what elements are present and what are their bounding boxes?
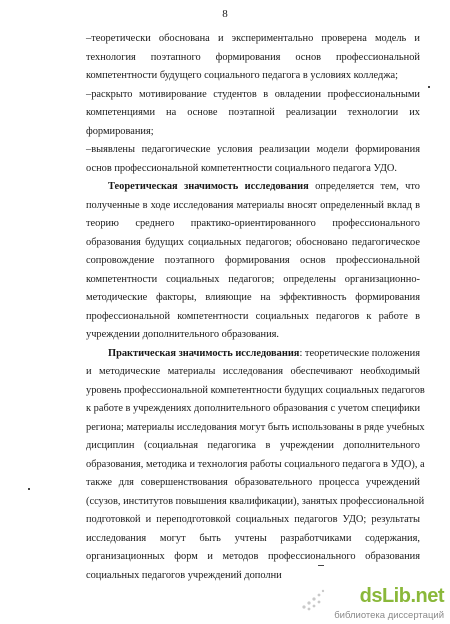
scan-speck [28, 488, 30, 490]
text-line: организационных форм и методов профессионального образования [86, 551, 420, 562]
text-line: профессиональной компетентности социальных педагогов к работе в [86, 310, 420, 322]
text-line: компетентности социальных педагогов; определены организационно- [86, 273, 420, 285]
text-line: компетентности будущего социального педагога в условиях колледжа; [86, 70, 398, 81]
text-line [86, 178, 420, 197]
theoretical-significance-heading: Теоретическая значимость исследования [108, 181, 309, 192]
text-line: теорию среднего практико-ориентированного профессионального [86, 218, 420, 229]
text-line [86, 345, 420, 364]
text-line: формирования; [86, 125, 154, 137]
practical-significance-heading: Практическая значимость исследования [108, 347, 300, 359]
text-line: исследования могут быть учтены разработчиками содержания, [86, 532, 420, 544]
text-line: образования, методика и технология работы социального педагога в УДО), а [86, 458, 425, 470]
text-line: –выявлены педагогические условия реализации модели формирования [86, 144, 420, 155]
text-line: к работе в учреждениях дополнительного образования с учетом специфики [86, 403, 421, 414]
text-line: региона; материалы исследования могут быть использованы в ряде учебных [86, 421, 425, 433]
text-line: полученные в ходе исследования материалы вносят определенный вклад в [86, 199, 420, 211]
text-fragment: определяется тем, что [308, 181, 421, 192]
text-line: –теоретически обоснована и экспериментально проверена модель и [86, 33, 420, 44]
page-number: 8 [222, 8, 228, 20]
dslib-watermark [310, 585, 450, 624]
text-line: сопровождение поэтапного формирования основ профессиональной [86, 255, 420, 266]
page-body [86, 30, 425, 585]
text-line: образования будущих социальных педагогов; обосновано педагогическое [86, 236, 420, 248]
text-line: подготовкой и переподготовкой социальных педагогов УДО; результаты [86, 514, 420, 525]
text-line: дисциплин (социальная педагогика в учреждении дополнительного [86, 440, 420, 451]
text-line: –раскрыто мотивирование студентов в овладении профессиональными [86, 88, 420, 100]
text-line: технология поэтапного формирования основ профессиональной [86, 51, 420, 63]
text-line: методические факторы, влияющие на эффективность формирования [86, 292, 420, 303]
text-line: уровень профессиональной компетентности будущих социальных педагогов [86, 384, 425, 396]
text-fragment: : теоретические положения [299, 347, 421, 359]
text-line: и методические материалы исследования обеспечивают необходимый [86, 366, 420, 377]
text-line: также для совершенствования образовательного процесса учреждений [86, 477, 420, 488]
scan-speck [428, 86, 430, 88]
text-line: социальных педагогов учреждений дополни [86, 569, 282, 581]
scan-speck [318, 565, 324, 566]
watermark-logo: dsLib.net [359, 585, 444, 607]
text-line: (ссузов, институтов повышения квалификации), занятых профессиональной [86, 495, 425, 507]
text-line: компетенциями на основе поэтапной реализации технологии их [86, 107, 420, 118]
text-line: основ профессиональной компетентности социального педагога УДО. [86, 162, 398, 174]
novelty-list [86, 30, 420, 178]
theoretical-significance-paragraph [86, 178, 420, 345]
text-line: учреждении дополнительного образования. [86, 329, 280, 340]
watermark-subtitle: библиотека диссертаций [334, 610, 444, 621]
practical-significance-paragraph [86, 345, 425, 586]
dslib-logo-icon [300, 587, 326, 613]
